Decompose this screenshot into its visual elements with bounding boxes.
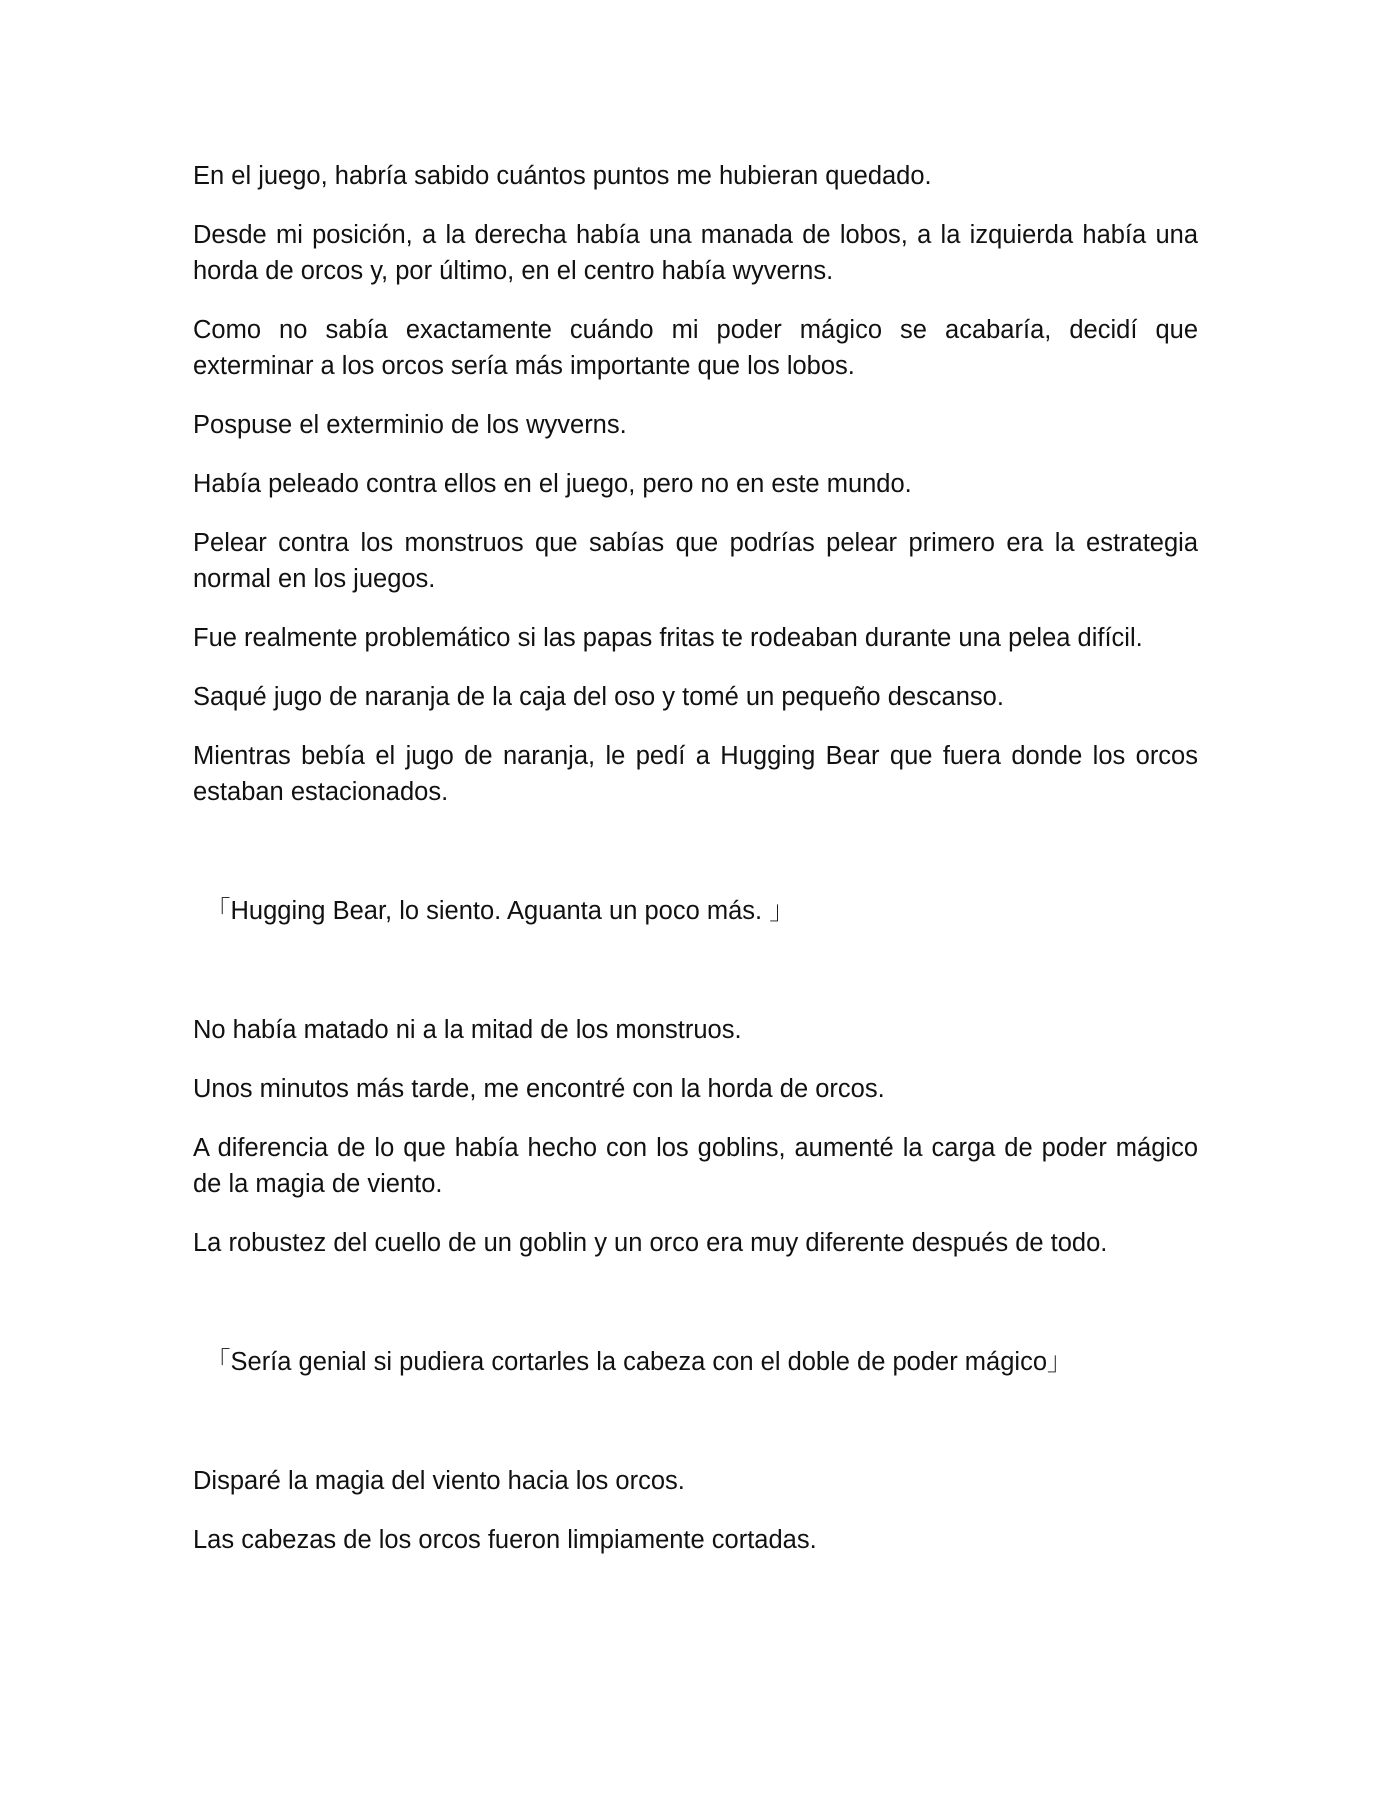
dialogue-line: 「Hugging Bear, lo siento. Aguanta un poco más. 」 (205, 897, 795, 925)
paragraph: Disparé la magia del viento hacia los orcos. (193, 1467, 685, 1495)
paragraph: Mientras bebía el jugo de naranja, le pedí a Hugging Bear que fuera donde los orcos estaban estacionados. (193, 742, 1198, 806)
paragraph: Como no sabía exactamente cuándo mi poder mágico se acabaría, decidí que exterminar a los orcos sería más importante que los lobos. (193, 316, 1198, 380)
paragraph: Pelear contra los monstruos que sabías que podrías pelear primero era la estrategia normal en los juegos. (193, 529, 1198, 593)
paragraph: En el juego, habría sabido cuántos puntos me hubieran quedado. (193, 162, 932, 190)
spacer (193, 929, 1198, 1012)
paragraph: Unos minutos más tarde, me encontré con la horda de orcos. (193, 1075, 885, 1103)
dialogue-line: 「Sería genial si pudiera cortarles la cabeza con el doble de poder mágico」 (205, 1348, 1073, 1376)
paragraph: Fue realmente problemático si las papas fritas te rodeaban durante una pelea difícil. (193, 624, 1143, 652)
paragraph: Pospuse el exterminio de los wyverns. (193, 411, 627, 439)
paragraph: Saqué jugo de naranja de la caja del oso y tomé un pequeño descanso. (193, 683, 1004, 711)
paragraph: No había matado ni a la mitad de los monstruos. (193, 1016, 742, 1044)
spacer (193, 1284, 1198, 1344)
paragraph: Las cabezas de los orcos fueron limpiamente cortadas. (193, 1526, 817, 1554)
paragraph: A diferencia de lo que había hecho con los goblins, aumenté la carga de poder mágico de la magia de viento. (193, 1134, 1198, 1198)
document-body (193, 158, 1198, 1581)
spacer (193, 833, 1198, 893)
paragraph: La robustez del cuello de un goblin y un orco era muy diferente después de todo. (193, 1229, 1108, 1257)
spacer (193, 1380, 1198, 1463)
paragraph: Desde mi posición, a la derecha había una manada de lobos, a la izquierda había una horda de orcos y, por último, en el centro había wyverns. (193, 221, 1198, 285)
paragraph: Había peleado contra ellos en el juego, pero no en este mundo. (193, 470, 912, 498)
